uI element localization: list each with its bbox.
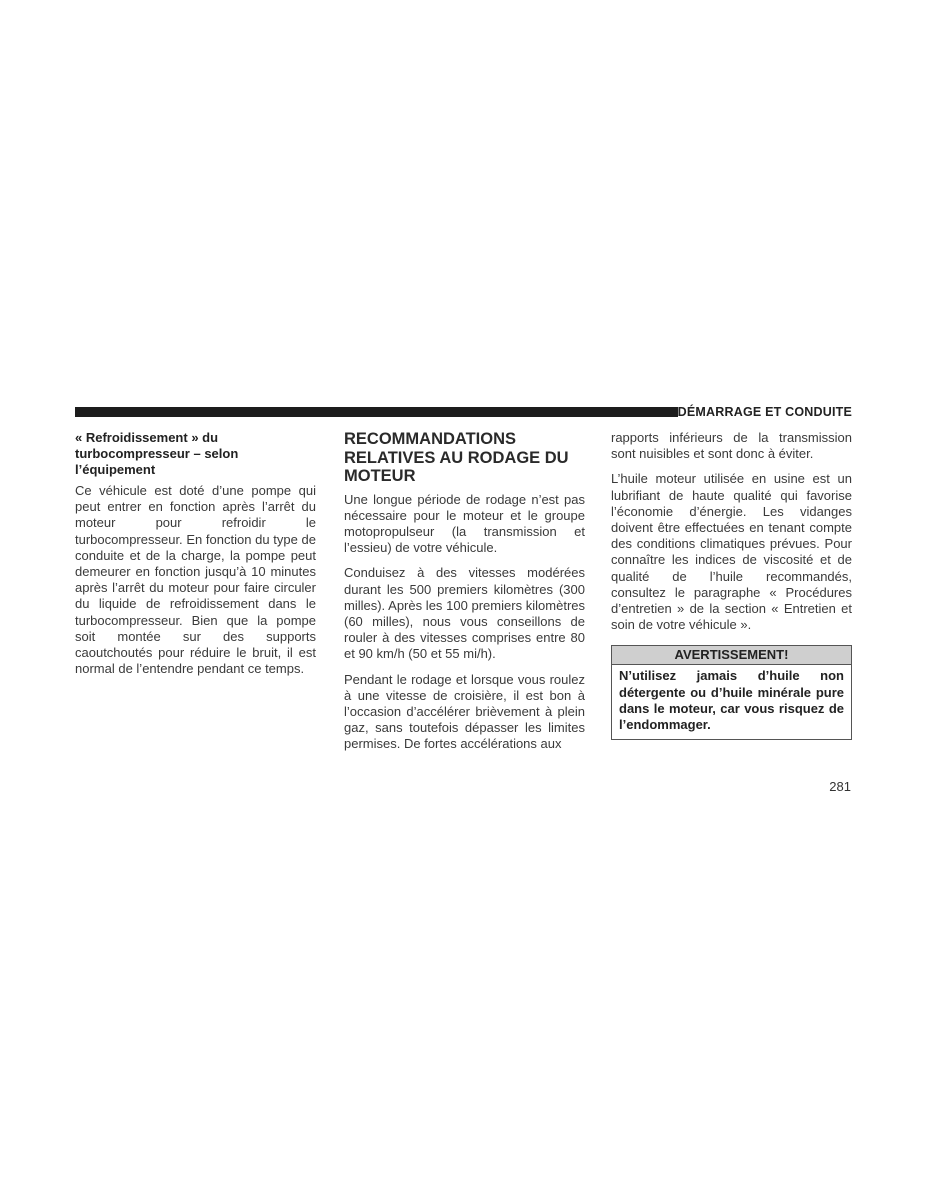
warning-box [611, 645, 852, 740]
subheading-turbo-cooling: « Refroidissement » du turbocompresseur – selon l’équipement [75, 430, 239, 477]
page-number: 281 [829, 779, 851, 794]
paragraph: Ce véhicule est doté d’une pompe qui peut entrer en fonction après l’arrêt du moteur pour refroidir le turbocompresseur. En fonction du type de conduite et de la charge, la pompe peut demeurer en fonction jusqu’à 10 minutes après l’arrêt du moteur pour faire circuler du liquide de refroidissement dans le turbocompresseur. Bien que la pompe soit montée sur des supports caoutchoutés pour réduire le bruit, il est normal de l’entendre pendant ce temps. [75, 483, 316, 677]
column-middle [344, 430, 585, 762]
section-title: DÉMARRAGE ET CONDUITE [677, 405, 852, 419]
column-right [611, 430, 852, 740]
column-left [75, 430, 316, 686]
paragraph: Pendant le rodage et lorsque vous roulez à une vitesse de croisière, il est bon à l’occasion d’accélérer brièvement à plein gaz, sans toutefois dépasser les limites permises. De fortes accélérations aux [344, 671, 585, 752]
paragraph: rapports inférieurs de la transmission sont nuisibles et sont donc à éviter. [611, 430, 852, 462]
section-header-bar [75, 407, 678, 417]
heading-break-in: RECOMMANDATIONS RELATIVES AU RODAGE DU MOTEUR [344, 430, 569, 485]
paragraph: L’huile moteur utilisée en usine est un lubrifiant de haute qualité qui favorise l’économie d’énergie. Les vidanges doivent être effectuées en tenant compte des conditions climatiques prévues. Pour connaître les indices de viscosité et de qualité de l’huile recommandés, consultez le paragraphe « Procédures d’entretien » de la section « Entretien et soin de votre véhicule ». [611, 471, 852, 633]
warning-text: N’utilisez jamais d’huile non détergente ou d’huile minérale pure dans le moteur, car vous risquez de l’endommager. [619, 668, 844, 733]
warning-title: AVERTISSEMENT! [612, 646, 851, 665]
paragraph: Conduisez à des vitesses modérées durant les 500 premiers kilomètres (300 milles). Après les 100 premiers kilomètres (60 milles), nous vous conseillons de rouler à des vitesses comprises entre 80 et 90 km/h (50 et 55 mi/h). [344, 565, 585, 662]
paragraph: Une longue période de rodage n’est pas nécessaire pour le moteur et le groupe motopropulseur (la transmission et l’essieu) de votre véhicule. [344, 491, 585, 556]
